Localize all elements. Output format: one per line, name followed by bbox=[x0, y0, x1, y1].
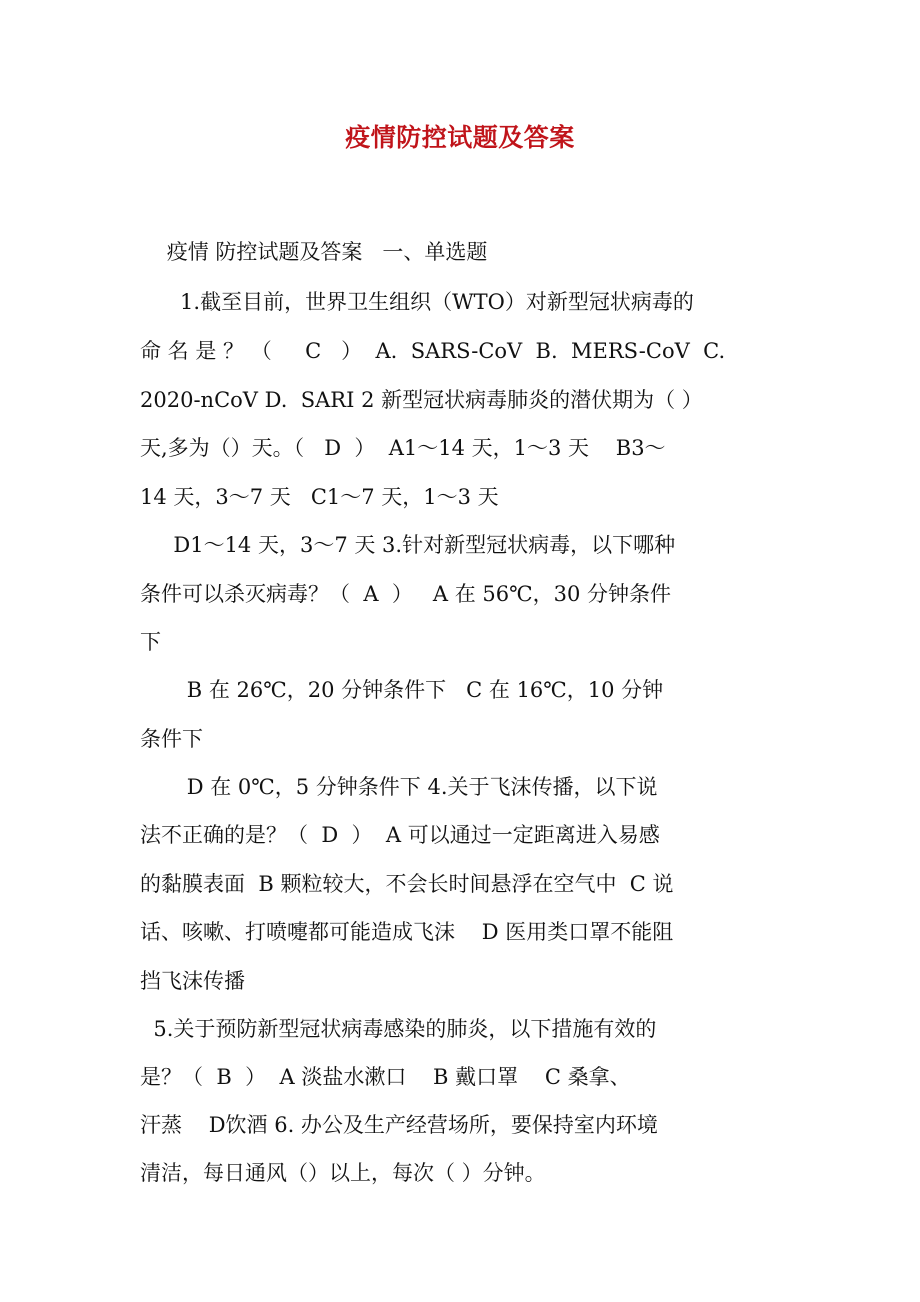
text-line: 汗蒸 D饮酒 6. 办公及生产经营场所，要保持室内环境 bbox=[140, 1113, 658, 1137]
text-line: B 在 26℃，20 分钟条件下 C 在 16℃，10 分钟 bbox=[140, 678, 664, 702]
text-line: 命 名 是 ？ （ C ） A. SARS-CoV B. MERS-CoV C. bbox=[140, 339, 726, 363]
text-line: 挡飞沫传播 bbox=[140, 969, 245, 993]
document-title: 疫情防控试题及答案 bbox=[345, 123, 575, 152]
text-line: 1.截至目前，世界卫生组织（WTO）对新型冠状病毒的 bbox=[140, 290, 694, 314]
text-line: D 在 0℃，5 分钟条件下 4.关于飞沫传播，以下说 bbox=[140, 775, 658, 799]
text-line: 法不正确的是？（ D ） A 可以通过一定距离进入易感 bbox=[140, 823, 660, 847]
text-line: 天,多为（）天。（ D ） A1～14 天，1～3 天 B3～ bbox=[140, 436, 666, 460]
text-line: 的黏膜表面 B 颗粒较大，不会长时间悬浮在空气中 C 说 bbox=[140, 872, 674, 896]
text-line: 是？（ B ） A 淡盐水漱口 B 戴口罩 C 桑拿、 bbox=[140, 1065, 631, 1089]
text-line: 下 bbox=[140, 630, 161, 654]
text-line: 14 天，3～7 天 C1～7 天，1～3 天 bbox=[140, 485, 499, 509]
text-line: 话、咳嗽、打喷嚏都可能造成飞沫 D 医用类口罩不能阻 bbox=[140, 920, 674, 944]
text-line: D1～14 天，3～7 天 3.针对新型冠状病毒，以下哪种 bbox=[140, 533, 676, 557]
text-line: 2020-nCoV D. SARI 2 新型冠状病毒肺炎的潜伏期为（ ） bbox=[140, 388, 703, 412]
text-line: 5.关于预防新型冠状病毒感染的肺炎，以下措施有效的 bbox=[140, 1017, 657, 1041]
text-line: 条件可以杀灭病毒？（ A ） A 在 56℃，30 分钟条件 bbox=[140, 582, 672, 606]
text-line: 清洁，每日通风（）以上，每次（ ）分钟。 bbox=[140, 1161, 546, 1185]
text-line: 条件下 bbox=[140, 727, 203, 751]
text-line: 疫情 防控试题及答案 一、单选题 bbox=[140, 240, 488, 264]
